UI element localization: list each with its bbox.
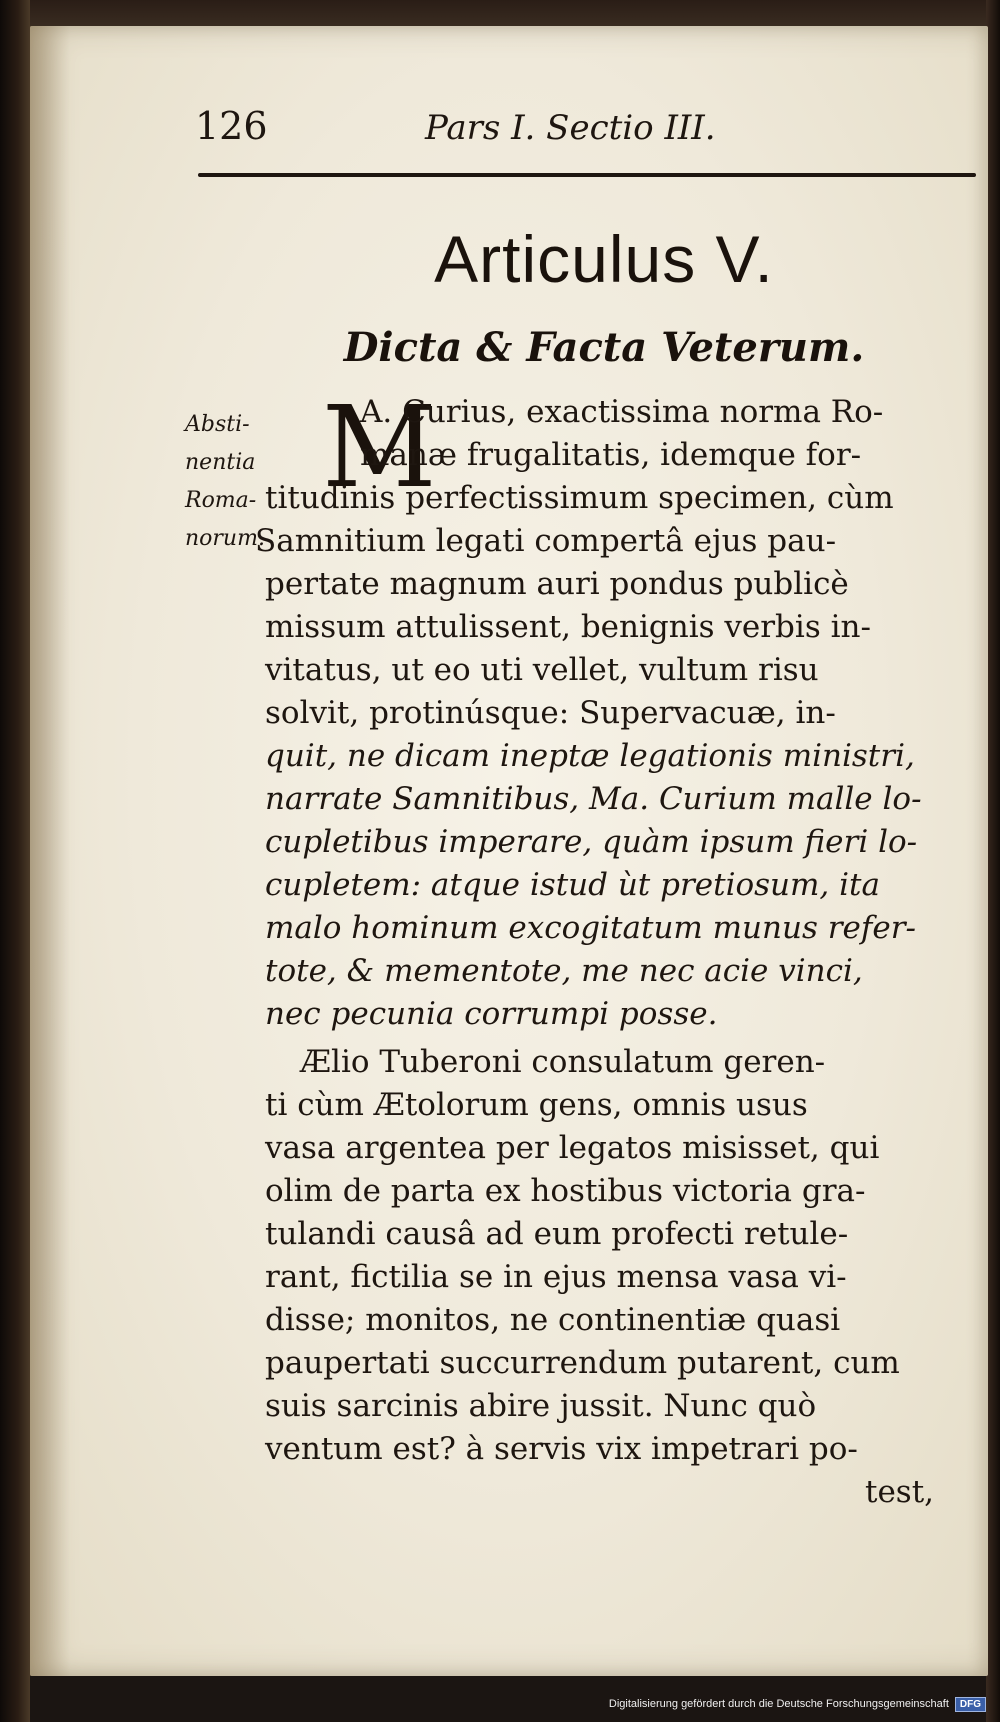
text-line: malo hominum excogitatum munus refer-	[265, 910, 916, 946]
text-line: vitatus, ut eo uti vellet, vultum risu	[265, 652, 819, 688]
article-subtitle: Dicta & Facta Veterum.	[343, 324, 865, 371]
text-line: ventum est? à servis vix impetrari po-	[265, 1431, 858, 1467]
paragraph-2	[255, 1041, 975, 1514]
article-title: Articulus V.	[434, 222, 774, 296]
dfg-logo-icon: DFG	[955, 1697, 986, 1712]
text-line: olim de parta ex hostibus victoria gra-	[265, 1173, 866, 1209]
text-line: cupletem: atque istud ùt pretiosum, ita	[265, 867, 880, 903]
paragraph-1	[255, 383, 975, 1036]
text-line: quit, ne dicam ineptæ legationis ministri,	[265, 738, 915, 774]
header-rule	[198, 173, 976, 177]
book-page	[30, 26, 988, 1676]
page-number: 126	[195, 104, 268, 148]
text-line: narrate Samnitibus, Ma. Curium malle lo-	[265, 781, 922, 817]
text-line: tulandi causâ ad eum profecti retule-	[265, 1216, 849, 1252]
text-line: pertate magnum auri pondus publicè	[265, 566, 849, 602]
text-line: disse; monitos, ne continentiæ quasi	[265, 1302, 841, 1338]
credit-text: Digitalisierung gefördert durch die Deutsche Forschungsgemeinschaft	[608, 1698, 949, 1710]
text-line: ti cùm Ætolorum gens, omnis usus	[265, 1087, 808, 1123]
margin-note-line: norum.	[185, 526, 265, 551]
digitization-credit	[609, 1692, 986, 1716]
text-line: suis sarcinis abire jussit. Nunc quò	[265, 1388, 817, 1424]
text-line: missum attulissent, benignis verbis in-	[265, 609, 871, 645]
text-line: solvit, protinúsque: Supervacuæ, in-	[265, 695, 836, 731]
margin-note-line: Absti-	[185, 412, 250, 437]
text-line: rant, fictilia se in ejus mensa vasa vi-	[265, 1259, 847, 1295]
text-line: nec pecunia corrumpi posse.	[265, 996, 718, 1032]
drop-cap: M	[322, 383, 437, 513]
book-spine	[0, 0, 30, 1722]
text-line: manæ frugalitatis, idemque for-	[360, 437, 862, 473]
margin-note-line: nentia	[185, 450, 256, 475]
text-line: Samnitium legati compertâ ejus pau-	[255, 523, 837, 559]
running-header	[30, 26, 988, 176]
margin-note-line: Roma-	[185, 488, 257, 513]
running-title: Pars I. Sectio III.	[425, 108, 716, 148]
text-line: vasa argentea per legatos misisset, qui	[265, 1130, 880, 1166]
text-line: A. Curius, exactissima norma Ro-	[360, 394, 884, 430]
text-line: tote, & mementote, me nec acie vinci,	[265, 953, 863, 989]
book-binding-edge	[986, 0, 1000, 1722]
text-line: titudinis perfectissimum specimen, cùm	[265, 480, 894, 516]
catchword: test,	[865, 1474, 935, 1510]
text-line: cupletibus imperare, quàm ipsum fieri lo-	[265, 824, 918, 860]
text-line: paupertati succurrendum putarent, cum	[265, 1345, 900, 1381]
text-line: Ælio Tuberoni consulatum geren-	[300, 1044, 826, 1080]
